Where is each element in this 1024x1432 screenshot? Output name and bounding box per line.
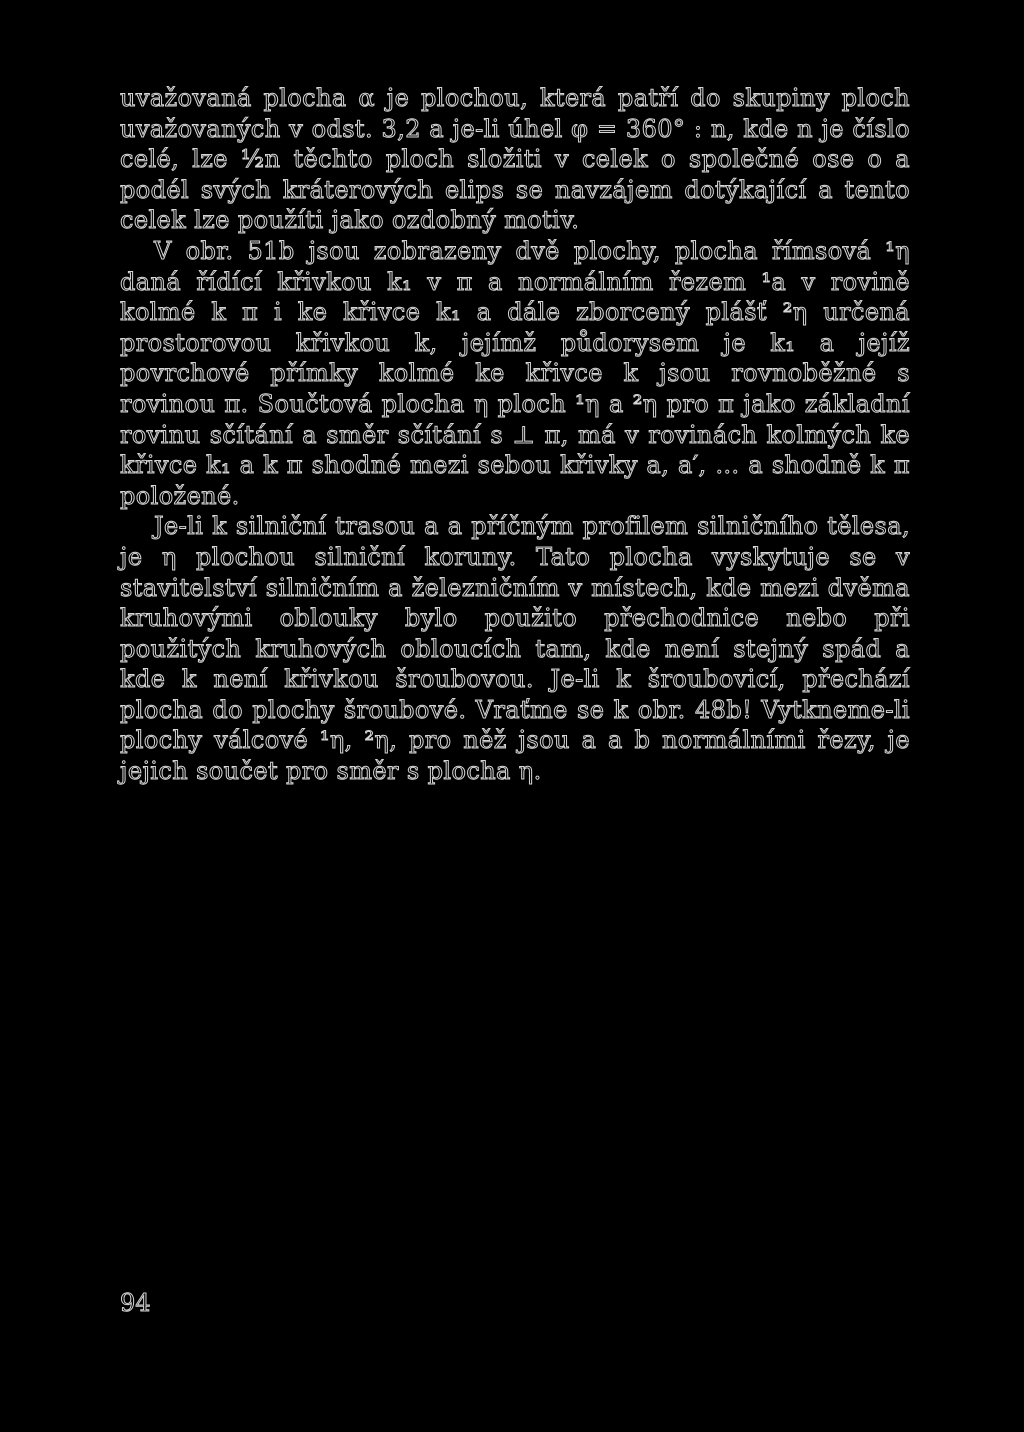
page-number: 94: [120, 1289, 151, 1317]
paragraph-1: uvažovaná plocha α je plochou, která patří do skupiny ploch uvažovaných v odst. 3,2 a je-li úhel φ = 360° : n, kde n je číslo celé, lze ½n těchto ploch složiti v celek o společné ose o a podél svých kráterových elips se navzájem dotýkající a tento celek lze použíti jako ozdobný motiv.: [120, 84, 910, 235]
paragraph-3: Je-li k silniční trasou a a příčným profilem silničního tělesa, je η plochou silniční koruny. Tato plocha vyskytuje se v stavitelství silničním a železničním v místech, kde mezi dvěma kruhovými oblouky bylo použito přechodnice nebo při použitých kruhových obloucích tam, kde není stejný spád a kde k není křivkou šroubovou. Je-li k šroubovicí, přechází plocha do plochy šroubové. Vraťme se k obr. 48b! Vytkneme-li plochy válcové ¹η, ²η, pro něž jsou a a b normálními řezy, je jejich součet pro směr s plocha η.: [120, 512, 910, 786]
body-text: [120, 83, 910, 787]
paragraph-2: V obr. 51b jsou zobrazeny dvě plochy, plocha římsová ¹η daná řídící křivkou k₁ v π a normálním řezem ¹a v rovině kolmé k π i ke křivce k₁ a dále zborcený plášť ²η určená prostorovou křivkou k, jejímž půdorysem je k₁ a jejíž povrchové přímky kolmé ke křivce k jsou rovnoběžné s rovinou π. Součtová plocha η ploch ¹η a ²η pro π jako základní rovinu sčítání a směr sčítání s ⊥ π, má v rovinách kolmých ke křivce k₁ a k π shodné mezi sebou křivky a, a′, … a shodně k π položené.: [120, 236, 910, 510]
